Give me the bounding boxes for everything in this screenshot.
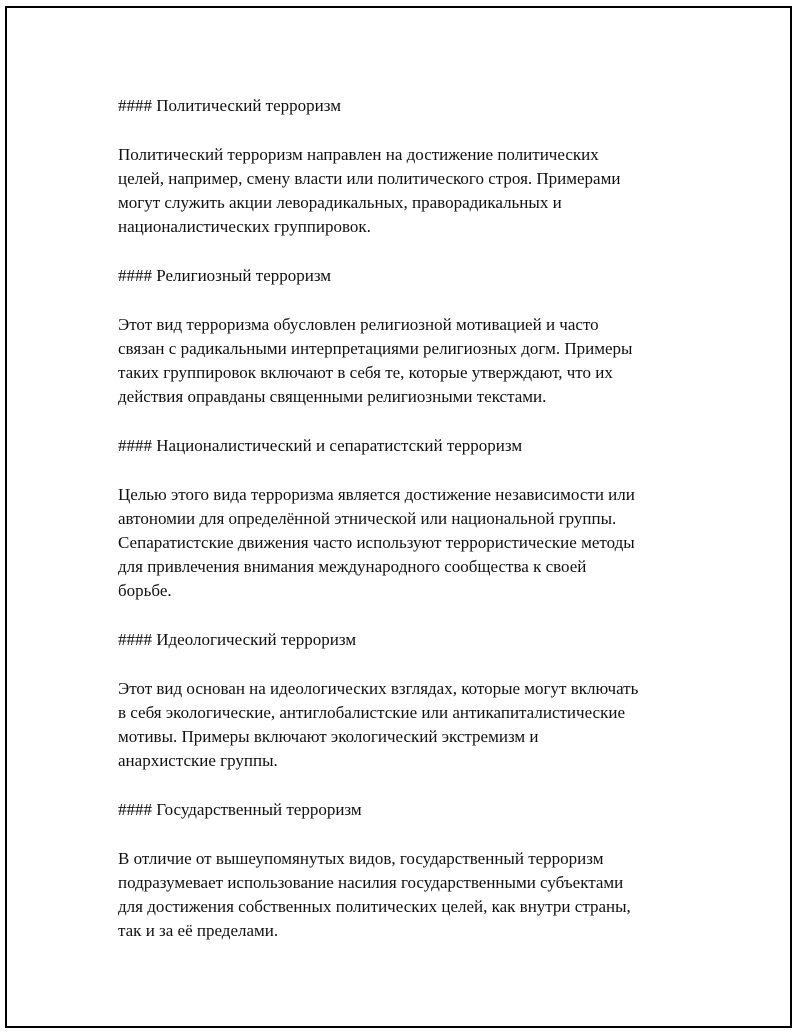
paragraph-line: в себя экологические, антиглобалистские или антикапиталистические	[118, 703, 625, 722]
section-paragraph	[118, 313, 698, 409]
section-nationalist	[118, 434, 698, 603]
paragraph-line: националистических группировок.	[118, 217, 371, 236]
paragraph-line: для достижения собственных политических целей, как внутри страны,	[118, 897, 631, 916]
section-heading: #### Идеологический терроризм	[118, 630, 357, 649]
paragraph-line: Этот вид терроризма обусловлен религиозной мотивацией и часто	[118, 315, 599, 334]
section-heading: #### Националистический и сепаратистский терроризм	[118, 436, 523, 455]
paragraph-line: Этот вид основан на идеологических взглядах, которые могут включать	[118, 679, 639, 698]
paragraph-line: автономии для определённой этнической или национальной группы.	[118, 509, 617, 528]
section-heading: #### Политический терроризм	[118, 96, 341, 115]
paragraph-line: таких группировок включают в себя те, которые утверждают, что их	[118, 363, 613, 382]
document-body	[118, 94, 698, 968]
paragraph-line: В отличие от вышеупомянутых видов, государственный терроризм	[118, 849, 604, 868]
section-heading: #### Религиозный терроризм	[118, 266, 332, 285]
section-ideological	[118, 628, 698, 773]
section-heading: #### Государственный терроризм	[118, 800, 362, 819]
paragraph-line: борьбе.	[118, 581, 172, 600]
section-paragraph	[118, 143, 698, 239]
section-paragraph	[118, 847, 698, 943]
paragraph-line: действия оправданы священными религиозными текстами.	[118, 387, 547, 406]
paragraph-line: анархистские группы.	[118, 751, 278, 770]
section-state	[118, 798, 698, 943]
paragraph-line: для привлечения внимания международного сообщества к своей	[118, 557, 587, 576]
section-paragraph	[118, 677, 698, 773]
section-political	[118, 94, 698, 239]
paragraph-line: Целью этого вида терроризма является достижение независимости или	[118, 485, 635, 504]
paragraph-line: связан с радикальными интерпретациями религиозных догм. Примеры	[118, 339, 633, 358]
paragraph-line: мотивы. Примеры включают экологический экстремизм и	[118, 727, 539, 746]
paragraph-line: так и за её пределами.	[118, 921, 279, 940]
paragraph-line: Сепаратистские движения часто используют террористические методы	[118, 533, 635, 552]
paragraph-line: подразумевает использование насилия государственными субъектами	[118, 873, 624, 892]
paragraph-line: целей, например, смену власти или политического строя. Примерами	[118, 169, 621, 188]
paragraph-line: могут служить акции леворадикальных, праворадикальных и	[118, 193, 562, 212]
paragraph-line: Политический терроризм направлен на достижение политических	[118, 145, 599, 164]
section-paragraph	[118, 483, 698, 603]
section-religious	[118, 264, 698, 409]
